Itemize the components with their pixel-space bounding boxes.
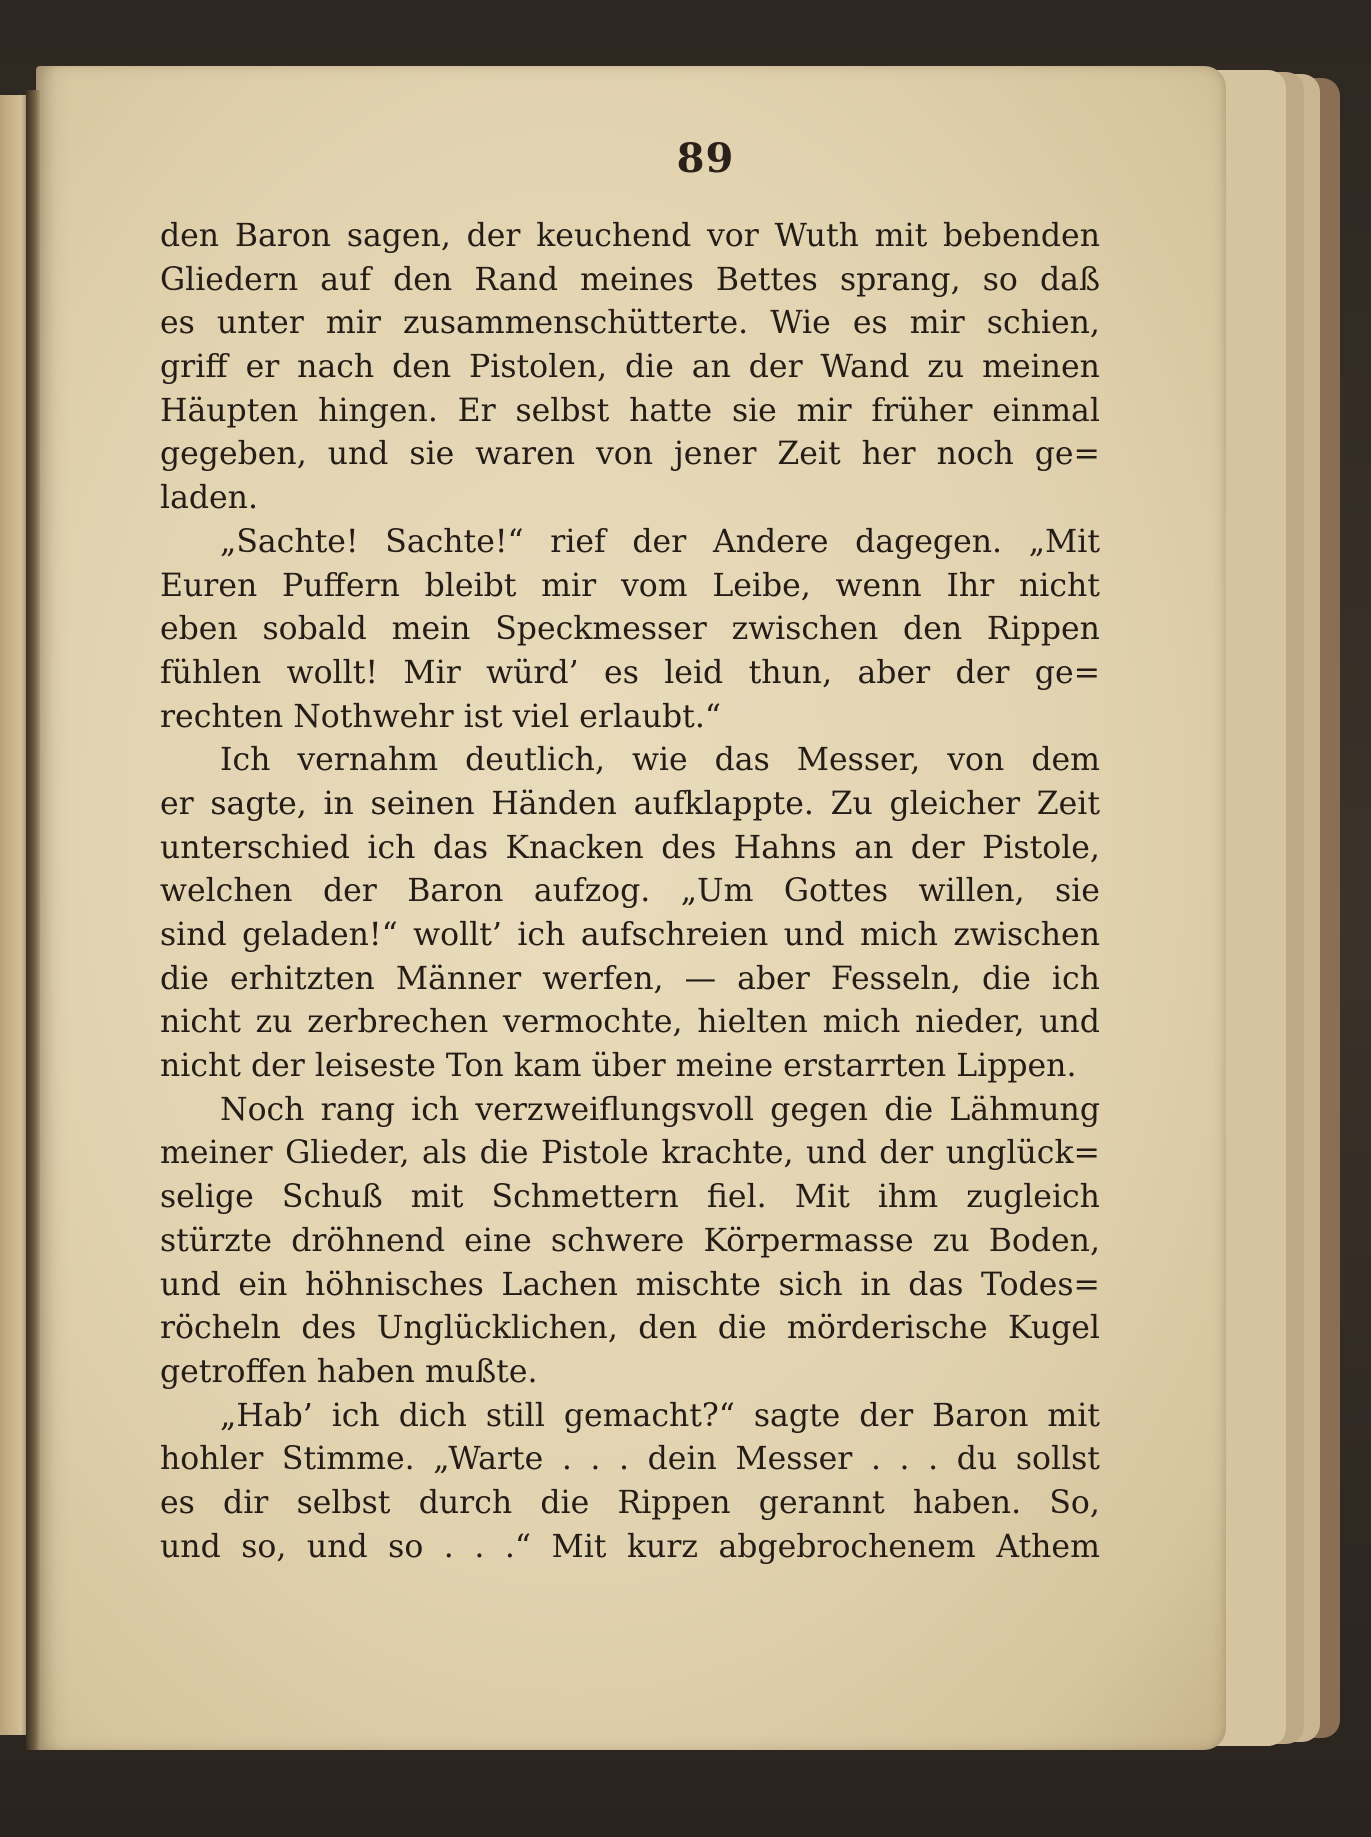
word: abgebrochenem: [718, 1528, 976, 1565]
word: mir: [541, 567, 597, 604]
word: auf: [320, 261, 371, 298]
word: unter: [216, 305, 304, 342]
text-line: [160, 477, 1100, 521]
word: von: [947, 742, 1005, 779]
word: rief: [550, 523, 606, 560]
word: aufklappte.: [633, 785, 814, 822]
word: schwere: [550, 1222, 685, 1259]
word: gerannt: [758, 1484, 885, 1521]
word: eben: [160, 611, 238, 648]
word: sprang,: [839, 261, 961, 298]
word: selige: [160, 1179, 254, 1216]
word: der: [466, 218, 521, 254]
word: Häupten: [160, 392, 299, 429]
word: das: [714, 742, 770, 779]
word: erhitzten: [229, 960, 375, 997]
text-line: [160, 696, 1100, 740]
word: mit: [1047, 1397, 1100, 1434]
word: mir: [909, 305, 965, 342]
word: Sachte!“: [385, 523, 524, 560]
word: des: [661, 829, 717, 866]
text-line: [160, 608, 1100, 652]
word: an: [854, 829, 894, 866]
word: .: [474, 1528, 485, 1565]
word: würd’: [486, 654, 579, 691]
word: rang: [320, 1091, 395, 1128]
word: .: [870, 1441, 881, 1478]
word: werfen,: [542, 960, 664, 997]
word: und: [1039, 1004, 1100, 1041]
text-line: [160, 1176, 1100, 1220]
word: so,: [241, 1528, 287, 1565]
word: und: [160, 1266, 221, 1303]
word: Rippen: [617, 1484, 731, 1521]
word: Zeit: [1036, 785, 1100, 822]
word: griff: [160, 349, 228, 386]
text-line: [160, 215, 1100, 259]
word: Athem: [996, 1528, 1100, 1565]
word: Pistole: [541, 1135, 649, 1172]
text-line: [160, 259, 1100, 303]
word: so: [982, 261, 1018, 298]
word: Euren: [160, 567, 258, 604]
word: Zeit: [777, 436, 841, 473]
word: und: [783, 917, 845, 953]
word: röcheln: [160, 1310, 281, 1347]
word: Händen: [491, 785, 617, 822]
word: .: [590, 1441, 601, 1478]
word: sollst: [1015, 1441, 1100, 1478]
word: als: [422, 1135, 468, 1172]
word: die: [160, 960, 209, 997]
word: deutlich,: [465, 742, 605, 779]
word: Puffern: [282, 567, 400, 604]
word: der: [632, 523, 687, 560]
word: waren: [475, 436, 575, 473]
word: stürzte: [160, 1222, 273, 1259]
word: hohler: [160, 1441, 264, 1478]
word: Fesseln,: [830, 960, 961, 997]
word: ich: [331, 1397, 380, 1434]
text-line-content: nicht der leiseste Ton kam über meine erstarrten Lippen.: [160, 1048, 1077, 1085]
word: Rand: [474, 261, 558, 298]
word: wollt!: [286, 654, 379, 691]
word: von: [595, 436, 654, 473]
word: sobald: [262, 611, 367, 648]
word: und: [327, 436, 389, 473]
word: die: [625, 349, 674, 386]
word: —: [684, 960, 717, 997]
word: dich: [398, 1397, 467, 1434]
word: ich: [367, 829, 416, 866]
word: jener: [674, 436, 757, 473]
word: vom: [620, 567, 688, 604]
word: Gottes: [783, 873, 889, 910]
word: Männer: [395, 960, 522, 997]
word: gegeben,: [160, 436, 307, 473]
word: er: [160, 785, 194, 822]
word: dröhnend: [291, 1222, 446, 1259]
word: bleibt: [424, 567, 517, 604]
word: Ich: [220, 742, 271, 779]
text-line: [160, 1351, 1100, 1395]
word: Wand: [820, 349, 910, 386]
word: gemacht?“: [563, 1397, 735, 1434]
word: nicht: [160, 1004, 241, 1041]
word: die: [479, 1135, 529, 1172]
word: dem: [1031, 742, 1100, 779]
word: der: [748, 349, 803, 386]
word: in: [323, 785, 354, 822]
word: thun,: [748, 654, 833, 691]
word: Baron: [932, 1397, 1029, 1434]
word: haben.: [912, 1484, 1022, 1521]
word: sagte,: [210, 785, 307, 822]
word: mit: [410, 1179, 464, 1216]
word: Boden,: [988, 1222, 1100, 1259]
text-line-content: laden.: [160, 480, 258, 517]
word: Noch: [220, 1091, 305, 1128]
word: zwischen: [953, 917, 1100, 953]
word: er: [245, 349, 280, 386]
word: den: [392, 349, 452, 386]
word: Zu: [830, 785, 873, 822]
word: wie: [631, 742, 688, 779]
word: Baron: [234, 218, 332, 254]
word: Er: [457, 392, 496, 429]
page-number: 89: [676, 135, 735, 182]
word: ihm: [877, 1179, 939, 1216]
word: sie: [1055, 873, 1100, 910]
word: hingen.: [318, 392, 438, 429]
word: so: [388, 1528, 424, 1565]
word: verzweiflungsvoll: [475, 1091, 754, 1128]
word: Schuß: [281, 1179, 383, 1216]
word: und: [306, 1528, 368, 1565]
text-line: [160, 870, 1100, 914]
word: So,: [1049, 1484, 1100, 1521]
word: nach: [297, 349, 375, 386]
word: zugleich: [966, 1179, 1100, 1216]
word: den: [160, 218, 220, 254]
word: ich: [411, 1091, 460, 1128]
word: nicht: [1019, 567, 1100, 604]
text-line: [160, 1045, 1100, 1089]
word: einmal: [992, 392, 1100, 429]
word: Wie: [770, 305, 831, 342]
word: her: [861, 436, 916, 473]
text-line: [160, 958, 1100, 1002]
text-line: [160, 1264, 1100, 1308]
word: „Sachte!: [220, 523, 359, 560]
word: ge=: [1034, 654, 1100, 691]
word: an: [691, 349, 731, 386]
word: willen,: [918, 873, 1025, 910]
word: wollt’: [413, 917, 502, 953]
word: Stimme.: [281, 1441, 415, 1478]
word: Pistolen,: [469, 349, 608, 386]
word: sagen,: [346, 218, 451, 254]
text-line: [160, 1482, 1100, 1526]
word: Pistole,: [982, 829, 1100, 866]
word: Unglücklichen,: [376, 1310, 618, 1347]
word: Rippen: [986, 611, 1100, 648]
word: zu: [932, 1222, 970, 1259]
word: dein: [647, 1441, 717, 1478]
word: mischte: [635, 1266, 761, 1303]
word: Schmettern: [491, 1179, 679, 1216]
word: Mit: [551, 1528, 607, 1565]
word: hatte: [629, 392, 713, 429]
word: der: [910, 829, 965, 866]
word: die: [717, 1310, 767, 1347]
word: mir: [796, 392, 852, 429]
text-line: [160, 1395, 1100, 1439]
word: Mir: [403, 654, 461, 691]
word: seinen: [370, 785, 475, 822]
word: vermochte,: [502, 1004, 683, 1041]
word: ich: [517, 917, 566, 953]
text-line: [160, 302, 1100, 346]
word: mit: [874, 218, 928, 254]
word: die: [981, 960, 1031, 997]
word: Mit: [794, 1179, 850, 1216]
text-line-content: getroffen haben mußte.: [160, 1353, 538, 1390]
word: unglück=: [945, 1135, 1100, 1172]
word: sie: [409, 436, 455, 473]
word: Lähmung: [949, 1091, 1100, 1128]
word: Glieder,: [285, 1135, 410, 1172]
word: kurz: [626, 1528, 698, 1565]
word: Lachen: [501, 1266, 618, 1303]
word: unterschied: [160, 829, 350, 866]
text-line: [160, 521, 1100, 565]
word: zerbrechen: [307, 1004, 489, 1041]
word: mich: [822, 1004, 901, 1041]
word: meinen: [982, 349, 1100, 386]
text-line: [160, 914, 1100, 958]
word: dagegen.: [855, 523, 1003, 560]
word: Gliedern: [160, 261, 299, 298]
word: es: [604, 654, 639, 691]
word: höhnisches: [304, 1266, 484, 1303]
word: den: [638, 1310, 698, 1347]
word: zwischen: [731, 611, 879, 648]
word: „Warte: [433, 1441, 544, 1478]
word: das: [432, 829, 489, 866]
word: in: [860, 1266, 891, 1303]
word: gleicher: [889, 785, 1021, 822]
word: Todes=: [981, 1266, 1100, 1303]
word: es: [160, 305, 195, 342]
word: .: [561, 1441, 572, 1478]
text-line: [160, 390, 1100, 434]
word: „Hab’: [220, 1397, 313, 1434]
word: es: [852, 305, 888, 342]
word: ein: [238, 1266, 288, 1303]
word: „Um: [680, 873, 754, 910]
word: keuchend: [536, 218, 692, 254]
word: der: [322, 873, 377, 910]
text-line: [160, 1438, 1100, 1482]
word: sie: [731, 392, 777, 429]
word: .: [443, 1528, 454, 1565]
text-line: [160, 652, 1100, 696]
gutter-shadow: [26, 90, 40, 1750]
word: durch: [418, 1484, 513, 1521]
word: daß: [1040, 261, 1100, 298]
word: Bettes: [715, 261, 818, 298]
word: fühlen: [160, 654, 262, 691]
text-line: [160, 1220, 1100, 1264]
word: ge=: [1034, 436, 1100, 473]
text-line: [160, 433, 1100, 477]
word: bebenden: [942, 218, 1100, 254]
word: leid: [664, 654, 724, 691]
word: des: [301, 1310, 357, 1347]
word: zusammenschütterte.: [402, 305, 749, 342]
text-line: [160, 827, 1100, 871]
word: selbst: [515, 392, 610, 429]
word: aber: [857, 654, 931, 691]
word: .: [928, 1441, 939, 1478]
word: still: [485, 1397, 545, 1434]
word: meines: [580, 261, 694, 298]
word: mir: [325, 305, 381, 342]
word: der: [955, 654, 1010, 691]
word: du: [956, 1441, 998, 1478]
text-line: [160, 1089, 1100, 1133]
word: wenn: [835, 567, 922, 604]
body-text: [160, 215, 1100, 1569]
word: die: [884, 1091, 934, 1128]
word: aufschreien: [580, 917, 769, 953]
word: Wuth: [774, 218, 859, 254]
word: aufzog.: [533, 873, 651, 910]
word: es: [160, 1484, 195, 1521]
text-line: [160, 346, 1100, 390]
word: Leibe,: [712, 567, 811, 604]
word: gegen: [770, 1091, 869, 1128]
word: Andere: [712, 523, 829, 560]
word: Messer,: [796, 742, 921, 779]
word: vor: [707, 218, 759, 254]
word: nieder,: [915, 1004, 1025, 1041]
word: Ihr: [946, 567, 995, 604]
word: die: [540, 1484, 590, 1521]
text-line-content: rechten Nothwehr ist viel erlaubt.“: [160, 698, 721, 735]
text-line: [160, 1132, 1100, 1176]
text-line: [160, 1526, 1100, 1570]
text-line: [160, 565, 1100, 609]
word: .“: [504, 1528, 531, 1565]
word: das: [908, 1266, 964, 1303]
word: meiner: [160, 1135, 273, 1172]
text-line: [160, 739, 1100, 783]
word: Körpermasse: [703, 1222, 914, 1259]
word: .: [619, 1441, 630, 1478]
word: mörderische: [787, 1310, 988, 1347]
word: sind: [160, 917, 227, 953]
word: .: [899, 1441, 910, 1478]
word: Knacken: [505, 829, 644, 866]
word: der: [879, 1135, 934, 1172]
word: früher: [871, 392, 973, 429]
word: mich: [860, 917, 938, 953]
word: Messer: [735, 1441, 853, 1478]
text-line: [160, 1307, 1100, 1351]
word: krachte,: [661, 1135, 794, 1172]
word: schien,: [986, 305, 1100, 342]
word: und: [806, 1135, 867, 1172]
word: den: [903, 611, 963, 648]
word: noch: [936, 436, 1014, 473]
word: geladen!“: [242, 917, 398, 953]
word: mein: [391, 611, 471, 648]
word: Speckmesser: [495, 611, 707, 648]
text-line: [160, 1001, 1100, 1045]
word: eine: [464, 1222, 532, 1259]
word: den: [393, 261, 453, 298]
word: „Mit: [1028, 523, 1100, 560]
word: und: [160, 1528, 221, 1565]
word: sich: [778, 1266, 843, 1303]
word: der: [859, 1397, 914, 1434]
word: zu: [255, 1004, 293, 1041]
word: selbst: [296, 1484, 391, 1521]
word: Baron: [407, 873, 504, 910]
text-line: [160, 783, 1100, 827]
word: aber: [737, 960, 810, 997]
word: welchen: [160, 873, 293, 910]
word: Kugel: [1007, 1310, 1100, 1347]
word: dir: [223, 1484, 269, 1521]
word: fiel.: [706, 1179, 767, 1216]
word: vernahm: [297, 742, 439, 779]
word: sagte: [753, 1397, 841, 1434]
word: zu: [927, 349, 965, 386]
word: hielten: [697, 1004, 808, 1041]
word: ich: [1051, 960, 1100, 997]
word: Hahns: [733, 829, 837, 866]
